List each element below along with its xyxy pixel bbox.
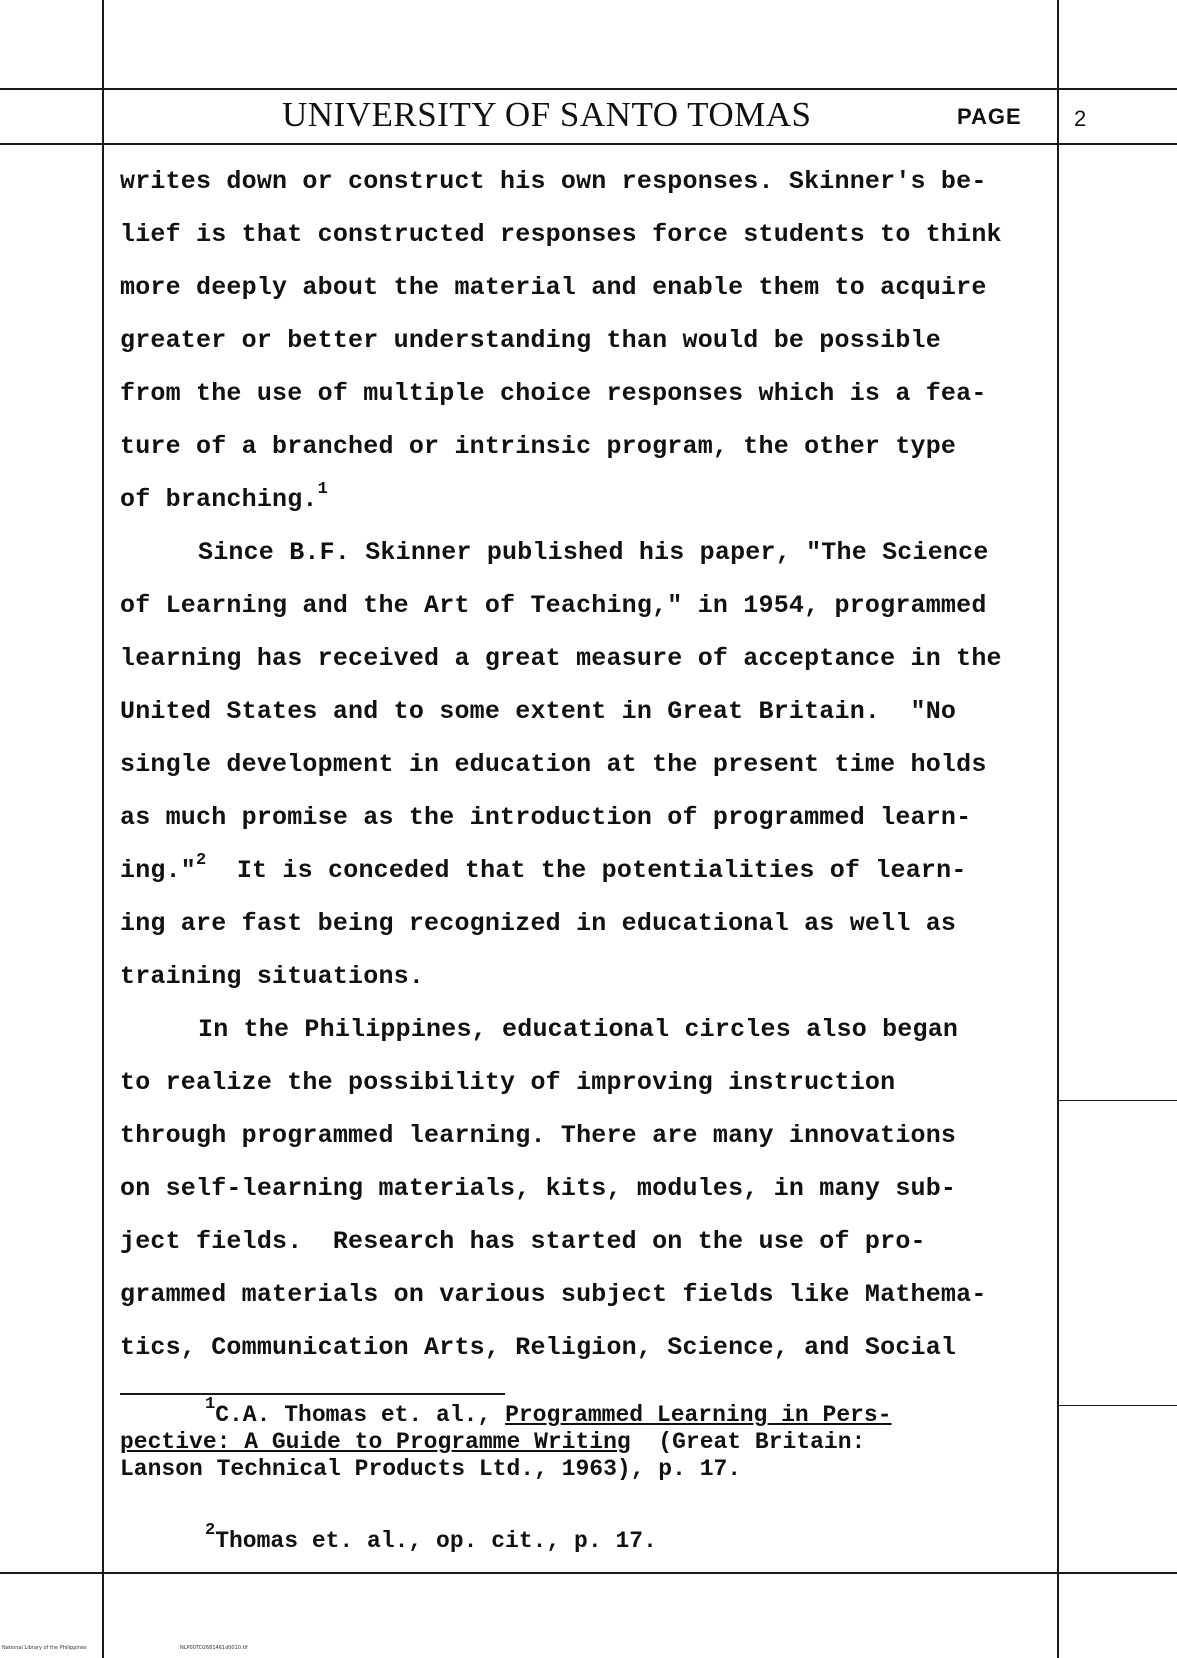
text-line xyxy=(120,844,1080,897)
text-line: writes down or construct his own responses. Skinner's be- xyxy=(120,167,987,196)
text-line: In the Philippines, educational circles also began xyxy=(198,1015,959,1044)
right-side-mark-2 xyxy=(1059,1405,1177,1406)
footnote-publication: (Great Britain: xyxy=(630,1429,866,1455)
text-line: lief is that constructed responses force students to think xyxy=(120,220,1002,249)
text-line-segment: ing." xyxy=(120,856,197,885)
page-title: UNIVERSITY OF SANTO TOMAS xyxy=(282,95,812,134)
footnote-number: 1 xyxy=(205,1395,216,1415)
page-number: 2 xyxy=(1074,106,1087,131)
footnote-number: 2 xyxy=(205,1521,216,1541)
footnote-author: C.A. Thomas et. al., xyxy=(215,1402,506,1428)
header-bottom-rule xyxy=(0,143,1177,145)
footnote-2 xyxy=(205,1521,657,1554)
text-line-segment: It is conceded that the potentialities of learn- xyxy=(206,856,967,885)
text-line: from the use of multiple choice responses which is a fea- xyxy=(120,379,987,408)
footnote-line xyxy=(120,1429,892,1456)
footnote-ref-1: 1 xyxy=(317,479,329,499)
text-line: ture of a branched or intrinsic program, the other type xyxy=(120,432,957,461)
footnote-separator xyxy=(120,1393,505,1395)
page-label: PAGE xyxy=(957,104,1022,129)
footnote-1 xyxy=(120,1395,892,1483)
text-line: single development in education at the present time holds xyxy=(120,750,987,779)
text-line: greater or better understanding than would be possible xyxy=(120,326,941,355)
body-text xyxy=(120,155,1080,1374)
footnote-line xyxy=(120,1456,892,1483)
text-line-segment: of branching. xyxy=(120,485,318,514)
text-line xyxy=(120,473,1080,526)
scan-credit: National Library of the Philippines xyxy=(2,1645,87,1651)
text-line: more deeply about the material and enable them to acquire xyxy=(120,273,987,302)
text-line: tics, Communication Arts, Religion, Science, and Social xyxy=(120,1333,957,1362)
footnote-publisher: Lanson Technical Products Ltd., 1963 xyxy=(120,1456,617,1482)
text-line: learning has received a great measure of acceptance in the xyxy=(120,644,1002,673)
text-line: ing are fast being recognized in educational as well as xyxy=(120,909,957,938)
text-line: training situations. xyxy=(120,962,425,991)
footnote-title: pective: A Guide to Programme Writing xyxy=(120,1429,631,1455)
footer-rule xyxy=(0,1572,1177,1574)
footnote-line xyxy=(120,1395,892,1429)
text-line: grammed materials on various subject fields like Mathema- xyxy=(120,1280,987,1309)
text-line: to realize the possibility of improving instruction xyxy=(120,1068,896,1097)
text-line: Since B.F. Skinner published his paper, "The Science xyxy=(198,538,989,567)
scan-file-id: NLP00TD2681461d0010.tif xyxy=(180,1645,248,1651)
footnote-page: ), p. 17. xyxy=(616,1456,742,1482)
text-line: as much promise as the introduction of programmed learn- xyxy=(120,803,972,832)
left-margin-rule xyxy=(102,0,104,1658)
text-line: through programmed learning. There are many innovations xyxy=(120,1121,957,1150)
text-line: ject fields. Research has started on the use of pro- xyxy=(120,1227,926,1256)
text-line: United States and to some extent in Great Britain. "No xyxy=(120,697,957,726)
footnote-text: Thomas et. al., op. cit., p. 17. xyxy=(215,1528,657,1554)
text-line: of Learning and the Art of Teaching," in 1954, programmed xyxy=(120,591,987,620)
footnote-ref-2: 2 xyxy=(196,850,207,870)
footnote-title: Programmed Learning in Pers- xyxy=(505,1402,892,1428)
text-line: on self-learning materials, kits, modules, in many sub- xyxy=(120,1174,957,1203)
header-top-rule xyxy=(0,88,1177,90)
